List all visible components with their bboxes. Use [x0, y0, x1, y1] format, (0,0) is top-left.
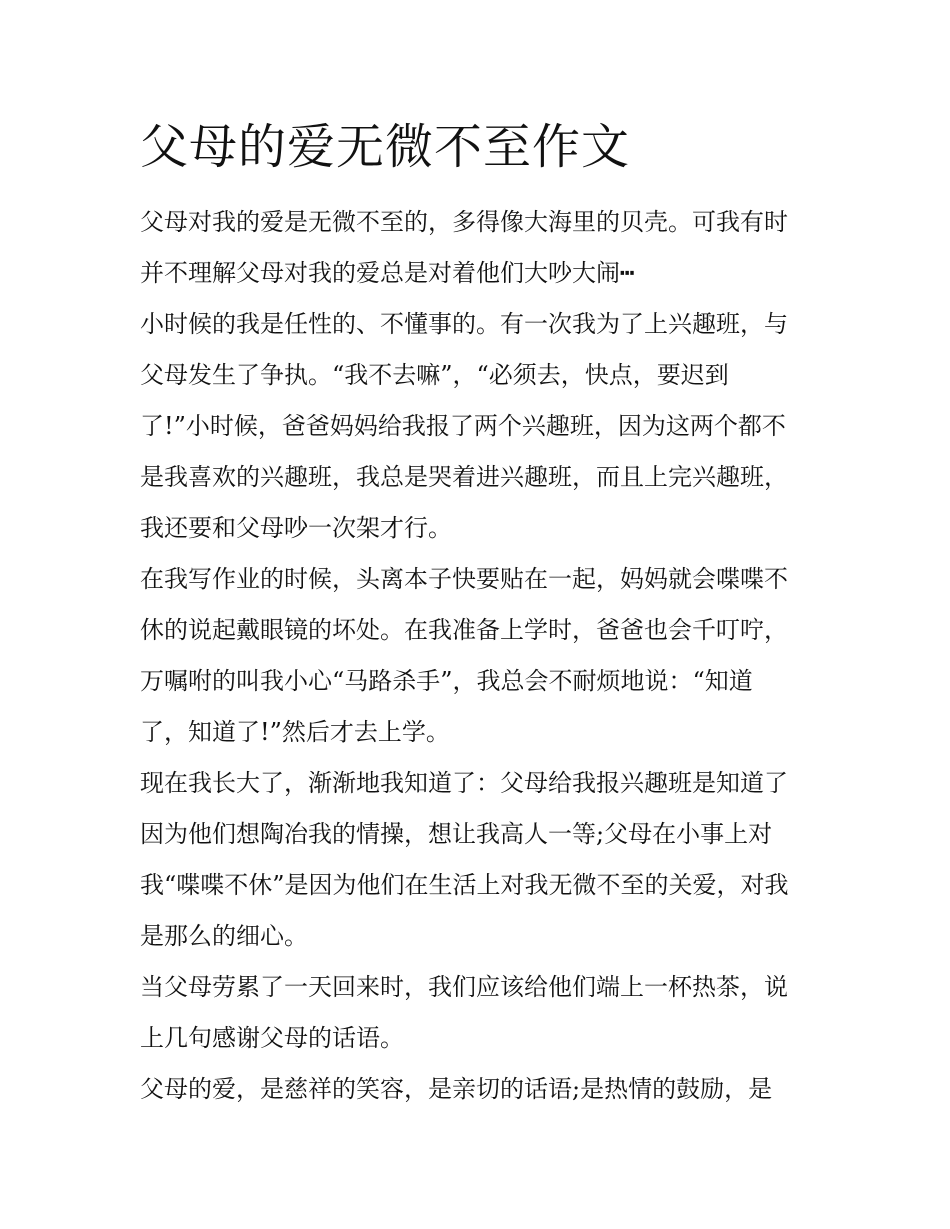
text-line: 父母的爱，是慈祥的笑容，是亲切的话语;是热情的鼓励，是	[140, 1075, 773, 1103]
text-line: 是我喜欢的兴趣班，我总是哭着进兴趣班，而且上完兴趣班，	[140, 463, 788, 491]
text-line: 并不理解父母对我的爱总是对着他们大吵大闹┅	[140, 259, 635, 287]
document-title: 父母的爱无微不至作文	[140, 119, 631, 175]
text-line: 了，知道了!”然后才去上学。	[140, 718, 450, 746]
text-line: 父母发生了争执。“我不去嘛”，“必须去，快点，要迟到	[140, 361, 729, 389]
text-line: 在我写作业的时候，头离本子快要贴在一起，妈妈就会喋喋不	[140, 565, 788, 593]
text-line: 因为他们想陶冶我的情操，想让我高人一等;父母在小事上对	[140, 820, 773, 848]
text-line: 我“喋喋不休”是因为他们在生活上对我无微不至的关爱，对我	[140, 871, 789, 899]
text-line: 了!”小时候，爸爸妈妈给我报了两个兴趣班，因为这两个都不	[140, 412, 786, 440]
text-line: 父母对我的爱是无微不至的，多得像大海里的贝壳。可我有时	[140, 208, 788, 236]
text-line: 上几句感谢父母的话语。	[140, 1024, 404, 1052]
text-line: 是那么的细心。	[140, 922, 308, 950]
essay-body	[140, 197, 840, 1115]
text-line: 我还要和父母吵一次架才行。	[140, 514, 452, 542]
text-line: 现在我长大了，渐渐地我知道了：父母给我报兴趣班是知道了	[140, 769, 788, 797]
text-line: 小时候的我是任性的、不懂事的。有一次我为了上兴趣班，与	[140, 310, 788, 338]
text-line: 当父母劳累了一天回来时，我们应该给他们端上一杯热茶，说	[140, 973, 788, 1001]
text-line: 万嘱咐的叫我小心“马路杀手”，我总会不耐烦地说：“知道	[140, 667, 753, 695]
text-line: 休的说起戴眼镜的坏处。在我准备上学时，爸爸也会千叮咛，	[140, 616, 788, 644]
